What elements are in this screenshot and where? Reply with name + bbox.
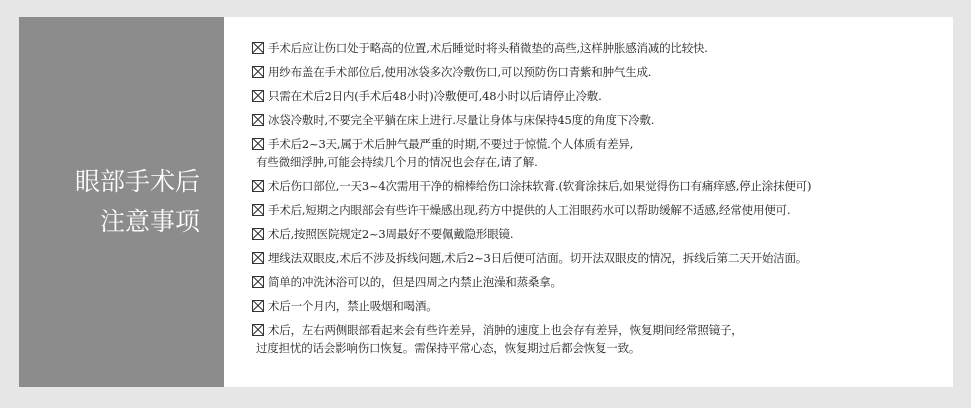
checkbox-icon [252, 42, 264, 54]
notice-list [224, 17, 953, 387]
sidebar-title-line2: 注意事项 [99, 207, 200, 236]
checkbox-icon [252, 114, 264, 126]
list-item [252, 249, 953, 267]
item-text: 埋线法双眼皮,术后不涉及拆线问题,术后2~3日后便可洁面。切开法双眼皮的情况，拆线后第二天开始洁面。 [268, 251, 808, 265]
list-item [252, 63, 953, 81]
checkbox-icon [252, 300, 264, 312]
checkbox-icon [252, 180, 264, 192]
notice-card [19, 17, 953, 387]
checkbox-icon [252, 228, 264, 240]
list-item [252, 87, 953, 105]
checkbox-icon [252, 90, 264, 102]
list-item [252, 201, 953, 219]
item-text: 手术后,短期之内眼部会有些许干燥感出现,药方中提供的人工泪眼药水可以帮助缓解不适感,经常使用便可. [268, 203, 791, 217]
item-text: 只需在术后2日内(手术后48小时)冷敷便可,48小时以后请停止冷敷. [268, 89, 602, 103]
checkbox-icon [252, 138, 264, 150]
list-item [252, 111, 953, 129]
list-item [252, 273, 953, 291]
checkbox-icon [252, 66, 264, 78]
sidebar-title-line1: 眼部手术后 [74, 167, 200, 196]
list-item [252, 321, 953, 357]
list-item [252, 135, 953, 171]
checkbox-icon [252, 324, 264, 336]
item-text-line2: 过度担忧的话会影响伤口恢复。需保持平常心态，恢复期过后都会恢复一致。 [256, 341, 641, 355]
checkbox-icon [252, 252, 264, 264]
sidebar-panel [19, 17, 224, 387]
checkbox-icon [252, 276, 264, 288]
list-item [252, 297, 953, 315]
item-text: 术后伤口部位,一天3~4次需用干净的棉棒给伤口涂抹软膏.(软膏涂抹后,如果觉得伤口有痛痒感,停止涂抹便可) [268, 179, 812, 193]
item-text: 用纱布盖在手术部位后,使用冰袋多次冷敷伤口,可以预防伤口青紫和肿气生成. [268, 65, 652, 79]
list-item [252, 39, 953, 57]
list-item [252, 225, 953, 243]
item-text-line2: 有些微细浮肿,可能会持续几个月的情况也会存在,请了解. [256, 155, 538, 169]
item-text: 术后,按照医院规定2~3周最好不要佩戴隐形眼镜. [268, 227, 514, 241]
item-text: 术后一个月内，禁止吸烟和喝酒。 [268, 299, 438, 313]
item-text: 手术后应让伤口处于略高的位置,术后睡觉时将头稍微垫的高些,这样肿胀感消减的比较快. [268, 41, 708, 55]
item-text: 术后，左右两侧眼部看起来会有些许差异，消肿的速度上也会存有差异，恢复期间经常照镜子， [268, 323, 743, 337]
checkbox-icon [252, 204, 264, 216]
item-text: 冰袋冷敷时,不要完全平躺在床上进行.尽量让身体与床保持45度的角度下冷敷. [268, 113, 655, 127]
item-text: 简单的冲洗沐浴可以的，但是四周之内禁止泡澡和蒸桑拿。 [268, 275, 562, 289]
list-item [252, 177, 953, 195]
item-text: 手术后2~3天,属于术后肿气最严重的时期,不要过于惊慌.个人体质有差异, [268, 137, 634, 151]
